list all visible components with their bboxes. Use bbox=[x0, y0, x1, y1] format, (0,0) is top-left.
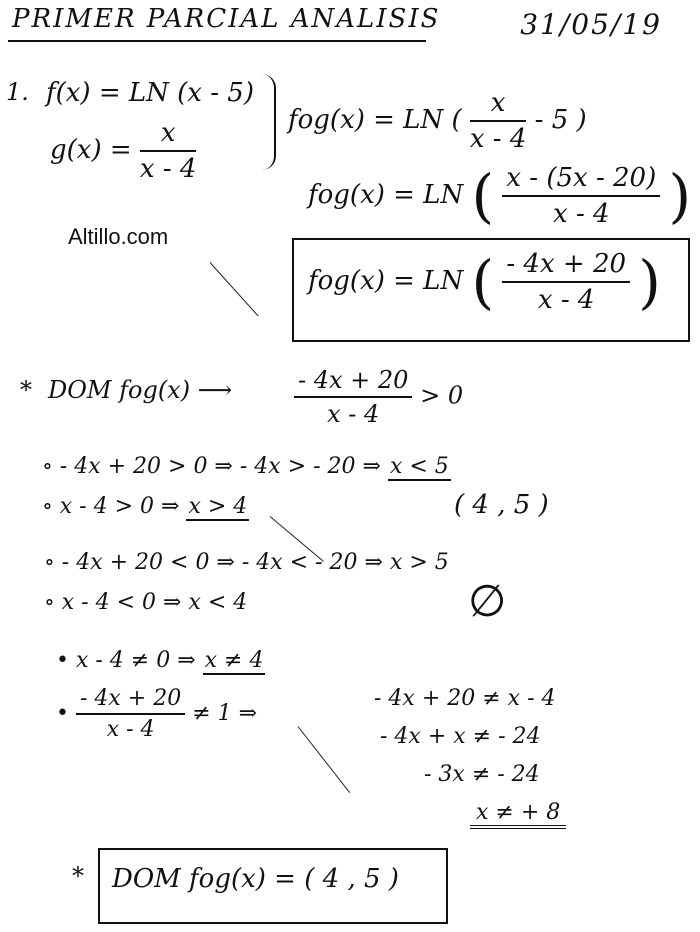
condition-2-line bbox=[56, 686, 257, 742]
case-2-line bbox=[42, 494, 249, 519]
comp3-close-paren: ) bbox=[638, 248, 661, 316]
final-star: * bbox=[72, 862, 84, 890]
composition-step-1 bbox=[288, 88, 587, 154]
pen-stroke-3 bbox=[298, 726, 351, 793]
page-title: PRIMER PARCIAL ANALISIS bbox=[12, 4, 441, 34]
condition-2-bullet: • bbox=[56, 701, 69, 726]
comp3-open-paren: ( bbox=[471, 248, 495, 316]
comp1-label: fog(x) = LN ( bbox=[288, 105, 462, 135]
solve-step-4 bbox=[470, 800, 566, 825]
pen-stroke bbox=[210, 262, 259, 316]
g-label: g(x) = bbox=[50, 135, 132, 165]
comp3-label: fog(x) = LN bbox=[308, 266, 464, 296]
comp1-numerator: x bbox=[470, 88, 527, 122]
empty-set-symbol: ∅ bbox=[468, 576, 507, 627]
comp2-numerator: x - (5x - 20) bbox=[502, 163, 660, 197]
comp2-fraction bbox=[502, 163, 660, 229]
ineq-denominator: x - 4 bbox=[327, 400, 380, 428]
condition-2-denominator: x - 4 bbox=[106, 717, 155, 742]
domain-inequality bbox=[294, 366, 463, 428]
g-denominator: x - 4 bbox=[139, 154, 197, 184]
comp2-open-paren: ( bbox=[471, 162, 495, 230]
comp3-denominator: x - 4 bbox=[537, 285, 595, 315]
condition-1-steps: • x - 4 ≠ 0 ⇒ bbox=[56, 648, 196, 673]
case-3-line: ∘ - 4x + 20 < 0 ⇒ - 4x < - 20 ⇒ x > 5 bbox=[44, 550, 449, 575]
case-2-steps: ∘ x - 4 > 0 ⇒ bbox=[42, 494, 180, 519]
comp2-close-paren: ) bbox=[668, 162, 692, 230]
case-4-line: ∘ x - 4 < 0 ⇒ x < 4 bbox=[44, 590, 248, 615]
watermark: Altillo.com bbox=[68, 224, 169, 249]
composition-result bbox=[308, 248, 661, 316]
ineq-tail: > 0 bbox=[420, 381, 464, 410]
case-interval: ( 4 , 5 ) bbox=[454, 490, 549, 520]
g-definition bbox=[50, 118, 196, 184]
case-2-result: x > 4 bbox=[188, 494, 248, 519]
comp2-denominator: x - 4 bbox=[553, 199, 610, 229]
ineq-numerator: - 4x + 20 bbox=[294, 366, 412, 398]
solve-step-2: - 4x + x ≠ - 24 bbox=[380, 724, 541, 749]
exam-date: 31/05/19 bbox=[520, 8, 662, 41]
domain-star: * bbox=[20, 376, 32, 404]
title-underline bbox=[8, 40, 426, 42]
solve-step-3: - 3x ≠ - 24 bbox=[424, 762, 540, 787]
comp2-label: fog(x) = LN bbox=[308, 180, 464, 210]
comp3-fraction bbox=[502, 249, 630, 315]
exercise-number: 1. bbox=[6, 78, 29, 106]
comp1-denominator: x - 4 bbox=[469, 124, 527, 154]
f-definition: f(x) = LN (x - 5) bbox=[46, 78, 254, 108]
domain-label: DOM fog(x) ⟶ bbox=[48, 376, 233, 404]
condition-1-line bbox=[56, 648, 265, 673]
definitions-brace bbox=[256, 74, 276, 170]
solve-step-4-result: x ≠ + 8 bbox=[470, 800, 566, 829]
case-1-line bbox=[42, 454, 451, 479]
case-1-steps: ∘ - 4x + 20 > 0 ⇒ - 4x > - 20 ⇒ bbox=[42, 454, 381, 479]
composition-step-2 bbox=[308, 162, 691, 230]
g-numerator: x bbox=[140, 118, 197, 152]
comp3-numerator: - 4x + 20 bbox=[502, 249, 630, 283]
comp1-fraction bbox=[470, 88, 527, 154]
case-1-result: x < 5 bbox=[389, 454, 449, 479]
comp1-tail: - 5 ) bbox=[534, 105, 587, 135]
condition-2-numerator: - 4x + 20 bbox=[76, 686, 185, 715]
condition-1-result: x ≠ 4 bbox=[204, 648, 264, 673]
condition-2-tail: ≠ 1 ⇒ bbox=[192, 701, 258, 726]
condition-2-fraction bbox=[76, 686, 185, 742]
solve-step-1: - 4x + 20 ≠ x - 4 bbox=[374, 686, 556, 711]
ineq-fraction bbox=[294, 366, 412, 428]
final-answer: DOM fog(x) = ( 4 , 5 ) bbox=[112, 864, 399, 894]
g-fraction bbox=[140, 118, 197, 184]
